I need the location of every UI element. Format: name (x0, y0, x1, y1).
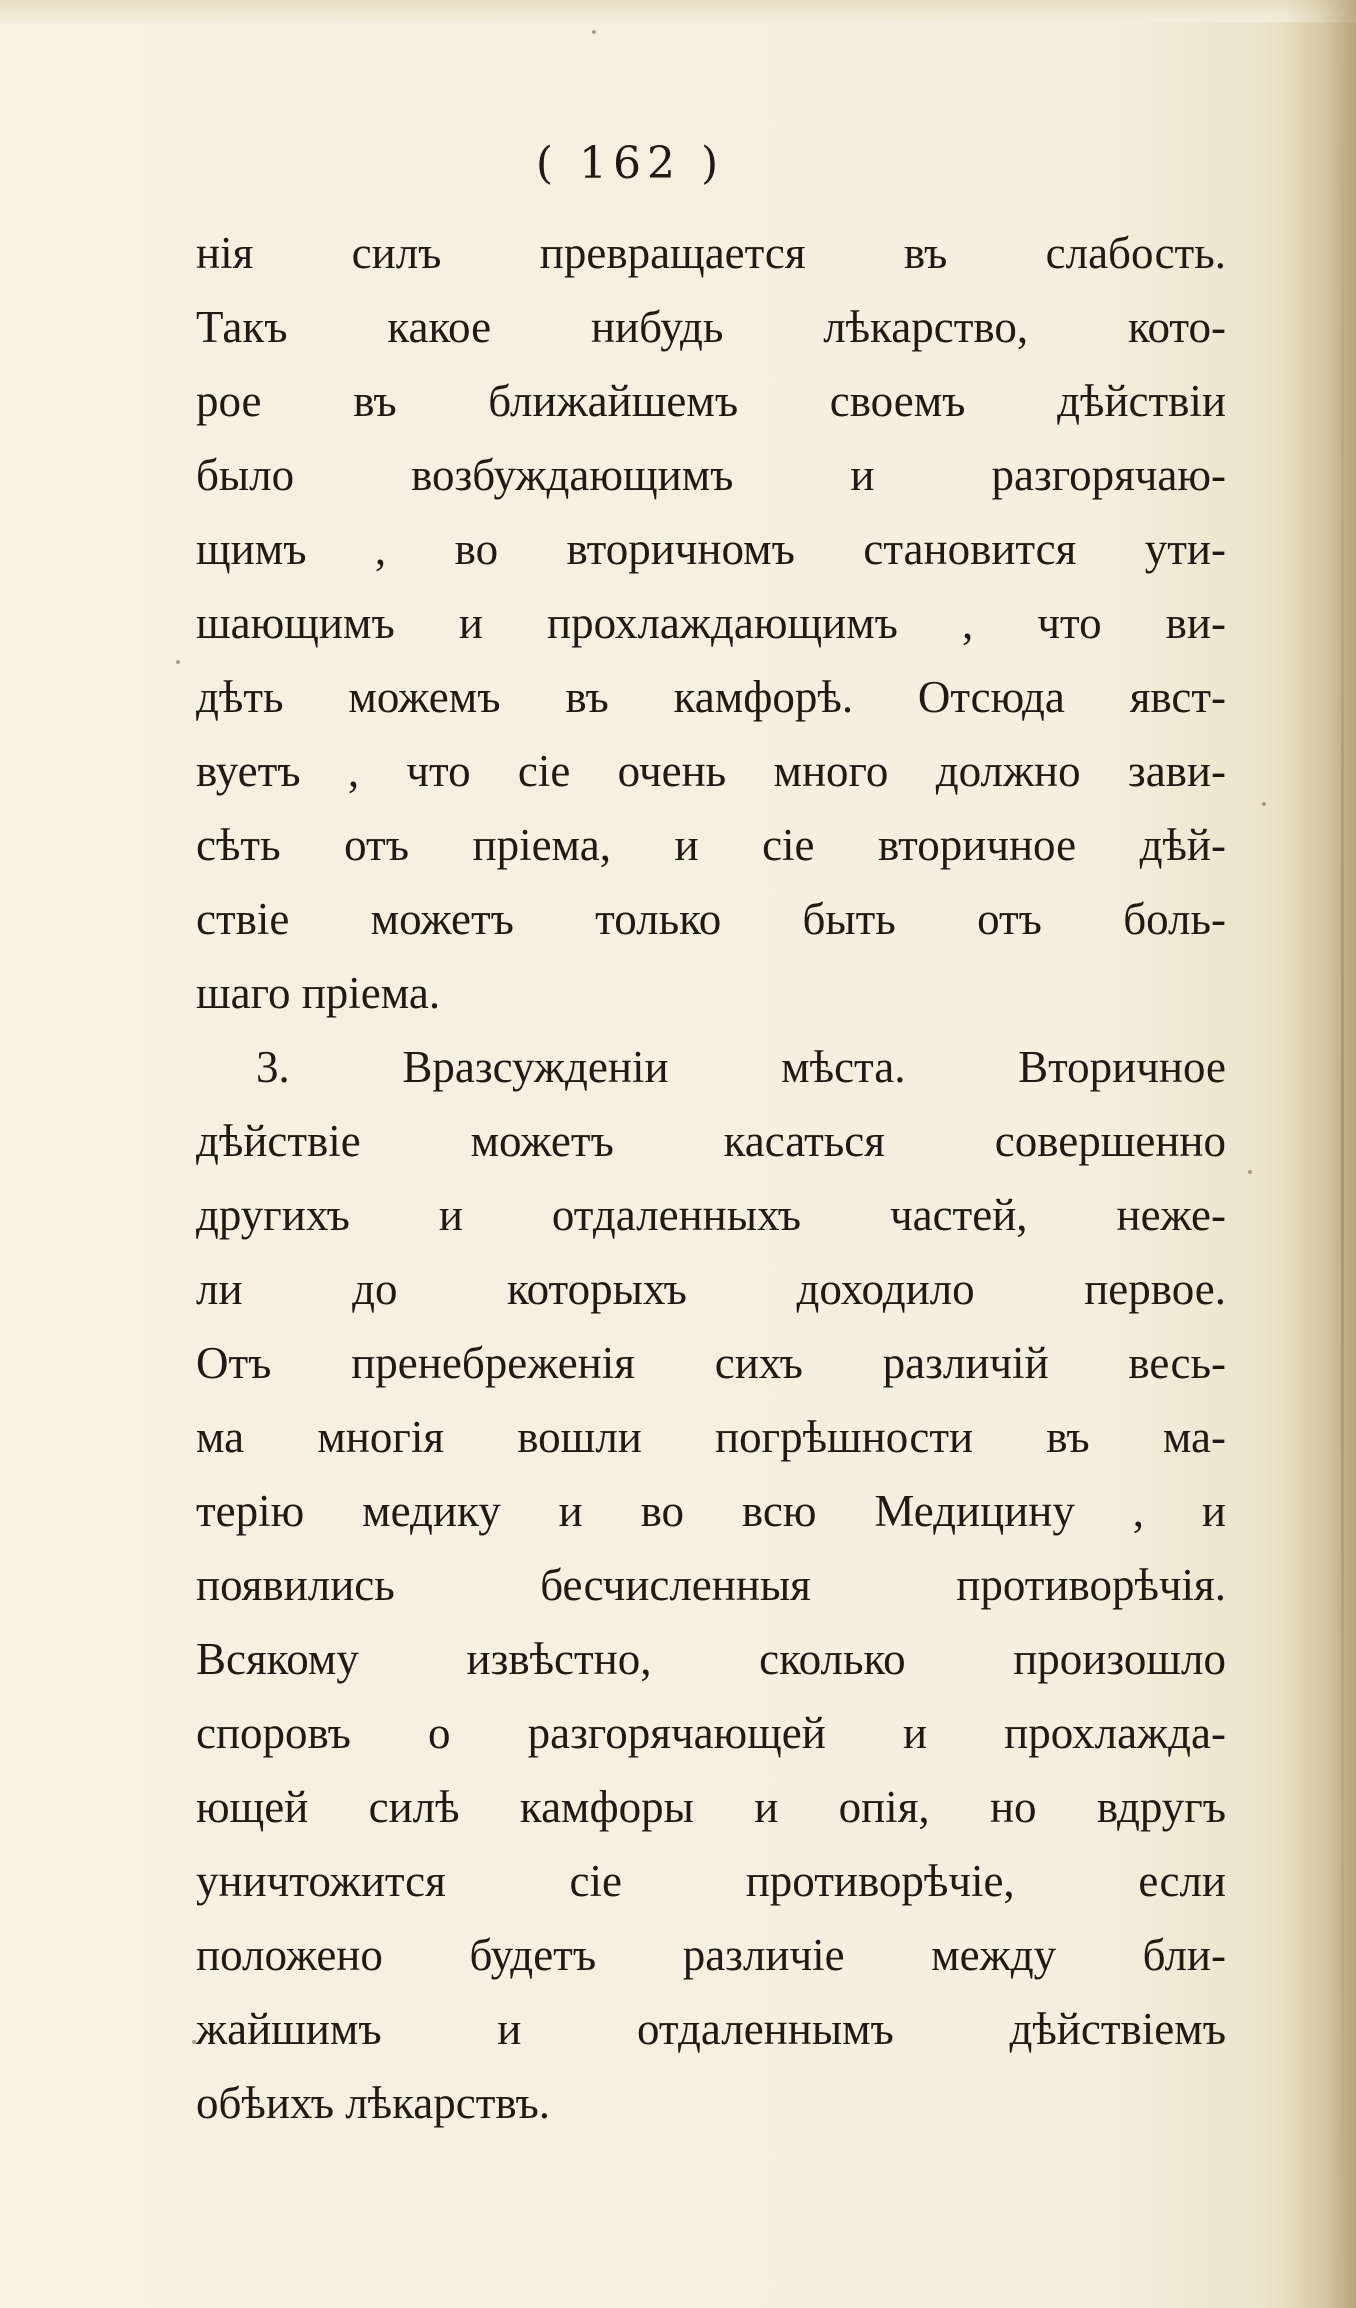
text-line: обѣихъ лѣкарствъ. (196, 2078, 551, 2128)
page-number: ( 162 ) (535, 138, 725, 189)
paper-speck (1248, 1170, 1252, 1174)
page-top-shadow (0, 0, 1356, 22)
text-line: шаго пріема. (196, 968, 441, 1018)
text-line: вуетъ , что сіе очень много должно зави- (196, 746, 1226, 796)
page-edge-shadow (1286, 0, 1356, 2308)
text-line: дѣть можемъ въ камфорѣ. Отсюда явст- (196, 672, 1226, 722)
text-line: уничтожится сіе противорѣчіе, если (196, 1856, 1226, 1906)
text-line: жайшимъ и отдаленнымъ дѣйствіемъ (196, 2004, 1226, 2054)
paper-speck (176, 660, 180, 664)
section-heading-line: 3. Вразсужденіи мѣста. Вторичное (256, 1042, 1226, 1092)
text-line: рое въ ближайшемъ своемъ дѣйствіи (196, 376, 1226, 426)
text-line: нія силъ превращается въ слабость. (196, 228, 1226, 278)
text-line: Всякому извѣстно, сколько произошло (196, 1634, 1226, 1684)
paper-speck (592, 30, 596, 34)
text-line: появились бесчисленныя противорѣчія. (196, 1560, 1226, 1610)
text-line: щимъ , во вторичномъ становится ути- (196, 524, 1226, 574)
text-line: ющей силѣ камфоры и опія, но вдругъ (196, 1782, 1226, 1832)
text-line: Отъ пренебреженія сихъ различій весь- (196, 1338, 1226, 1388)
text-line: Такъ какое нибудь лѣкарство, кото- (196, 302, 1226, 352)
text-line: дѣйствіе можетъ касаться совершенно (196, 1116, 1226, 1166)
text-line: шающимъ и прохлаждающимъ , что ви- (196, 598, 1226, 648)
page-edge-line (1341, 40, 1344, 2280)
text-line: терію медику и во всю Медицину , и (196, 1486, 1226, 1536)
text-line: ма многія вошли погрѣшности въ ма- (196, 1412, 1226, 1462)
body-text (196, 216, 1226, 2140)
text-line: споровъ о разгорячающей и прохлажда- (196, 1708, 1226, 1758)
text-line: сѣть отъ пріема, и сіе вторичное дѣй- (196, 820, 1226, 870)
text-line: ствіе можетъ только быть отъ боль- (196, 894, 1226, 944)
text-line: положено будетъ различіе между бли- (196, 1930, 1226, 1980)
text-line: ли до которыхъ доходило первое. (196, 1264, 1226, 1314)
text-line: другихъ и отдаленныхъ частей, неже- (196, 1190, 1226, 1240)
paper-speck (1262, 802, 1266, 806)
text-line: было возбуждающимъ и разгорячаю- (196, 450, 1226, 500)
